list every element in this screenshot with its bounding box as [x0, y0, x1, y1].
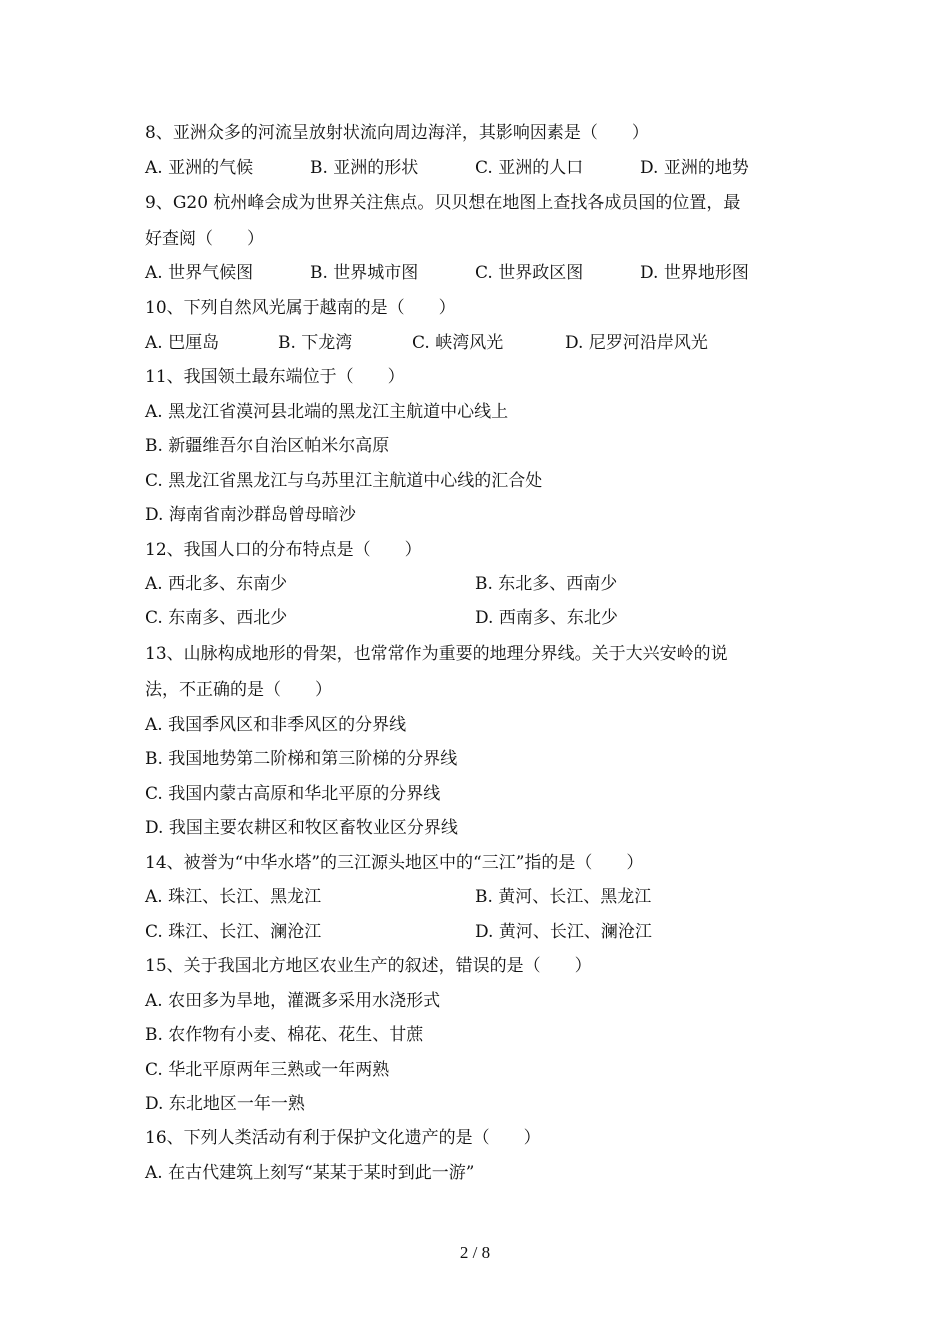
question-9-option-b: B. 世界城市图	[310, 263, 419, 283]
question-14-option-d: D. 黄河、长江、澜沧江	[475, 922, 652, 942]
question-8-option-c: C. 亚洲的人口	[475, 158, 584, 178]
question-13-option-d: D. 我国主要农耕区和牧区畜牧业区分界线	[145, 818, 458, 838]
question-10-option-a: A. 巴厘岛	[145, 333, 220, 353]
question-13-option-c: C. 我国内蒙古高原和华北平原的分界线	[145, 784, 441, 804]
question-13-stem-line1: 13、山脉构成地形的骨架，也常常作为重要的地理分界线。关于大兴安岭的说	[145, 644, 728, 664]
question-11-option-c: C. 黑龙江省黑龙江与乌苏里江主航道中心线的汇合处	[145, 471, 543, 491]
question-14-stem: 14、被誉为“中华水塔”的三江源头地区中的“三江”指的是（ ）	[145, 853, 644, 873]
question-14-option-c: C. 珠江、长江、澜沧江	[145, 922, 322, 942]
question-12-option-c: C. 东南多、西北少	[145, 608, 288, 628]
question-9-option-d: D. 世界地形图	[640, 263, 749, 283]
question-12-option-a: A. 西北多、东南少	[145, 574, 288, 594]
question-14-option-a: A. 珠江、长江、黑龙江	[145, 887, 322, 907]
question-8-option-d: D. 亚洲的地势	[640, 158, 749, 178]
question-15-option-d: D. 东北地区一年一熟	[145, 1094, 305, 1114]
question-12-option-b: B. 东北多、西南少	[475, 574, 618, 594]
question-12-option-d: D. 西南多、东北少	[475, 608, 618, 628]
question-10-option-d: D. 尼罗河沿岸风光	[565, 333, 708, 353]
question-9-option-c: C. 世界政区图	[475, 263, 584, 283]
question-15-stem: 15、关于我国北方地区农业生产的叙述，错误的是（ ）	[145, 956, 592, 976]
question-11-option-d: D. 海南省南沙群岛曾母暗沙	[145, 505, 356, 525]
question-16-option-a: A. 在古代建筑上刻写“某某于某时到此一游”	[145, 1163, 475, 1183]
question-10-option-b: B. 下龙湾	[278, 333, 353, 353]
page-number: 2 / 8	[459, 1243, 491, 1262]
question-15-option-a: A. 农田多为旱地，灌溉多采用水浇形式	[145, 991, 441, 1011]
question-9-option-a: A. 世界气候图	[145, 263, 254, 283]
question-16-stem: 16、下列人类活动有利于保护文化遗产的是（ ）	[145, 1128, 541, 1148]
question-14-option-b: B. 黄河、长江、黑龙江	[475, 887, 652, 907]
question-11-option-a: A. 黑龙江省漠河县北端的黑龙江主航道中心线上	[145, 402, 509, 422]
question-9-stem-line2: 好查阅（ ）	[145, 229, 264, 249]
question-13-option-a: A. 我国季风区和非季风区的分界线	[145, 715, 407, 735]
question-13-option-b: B. 我国地势第二阶梯和第三阶梯的分界线	[145, 749, 458, 769]
question-15-option-b: B. 农作物有小麦、棉花、花生、甘蔗	[145, 1025, 424, 1045]
question-8-stem: 8、亚洲众多的河流呈放射状流向周边海洋，其影响因素是（ ）	[145, 123, 649, 143]
question-11-option-b: B. 新疆维吾尔自治区帕米尔高原	[145, 436, 390, 456]
question-10-stem: 10、下列自然风光属于越南的是（ ）	[145, 298, 456, 318]
question-9-stem-line1: 9、G20 杭州峰会成为世界关注焦点。贝贝想在地图上查找各成员国的位置，最	[145, 193, 741, 213]
question-12-stem: 12、我国人口的分布特点是（ ）	[145, 540, 422, 560]
question-8-option-b: B. 亚洲的形状	[310, 158, 419, 178]
question-13-stem-line2: 法，不正确的是（ ）	[145, 680, 332, 700]
question-8-option-a: A. 亚洲的气候	[145, 158, 254, 178]
question-15-option-c: C. 华北平原两年三熟或一年两熟	[145, 1060, 390, 1080]
question-10-option-c: C. 峡湾风光	[412, 333, 504, 353]
question-11-stem: 11、我国领土最东端位于（ ）	[145, 367, 405, 387]
